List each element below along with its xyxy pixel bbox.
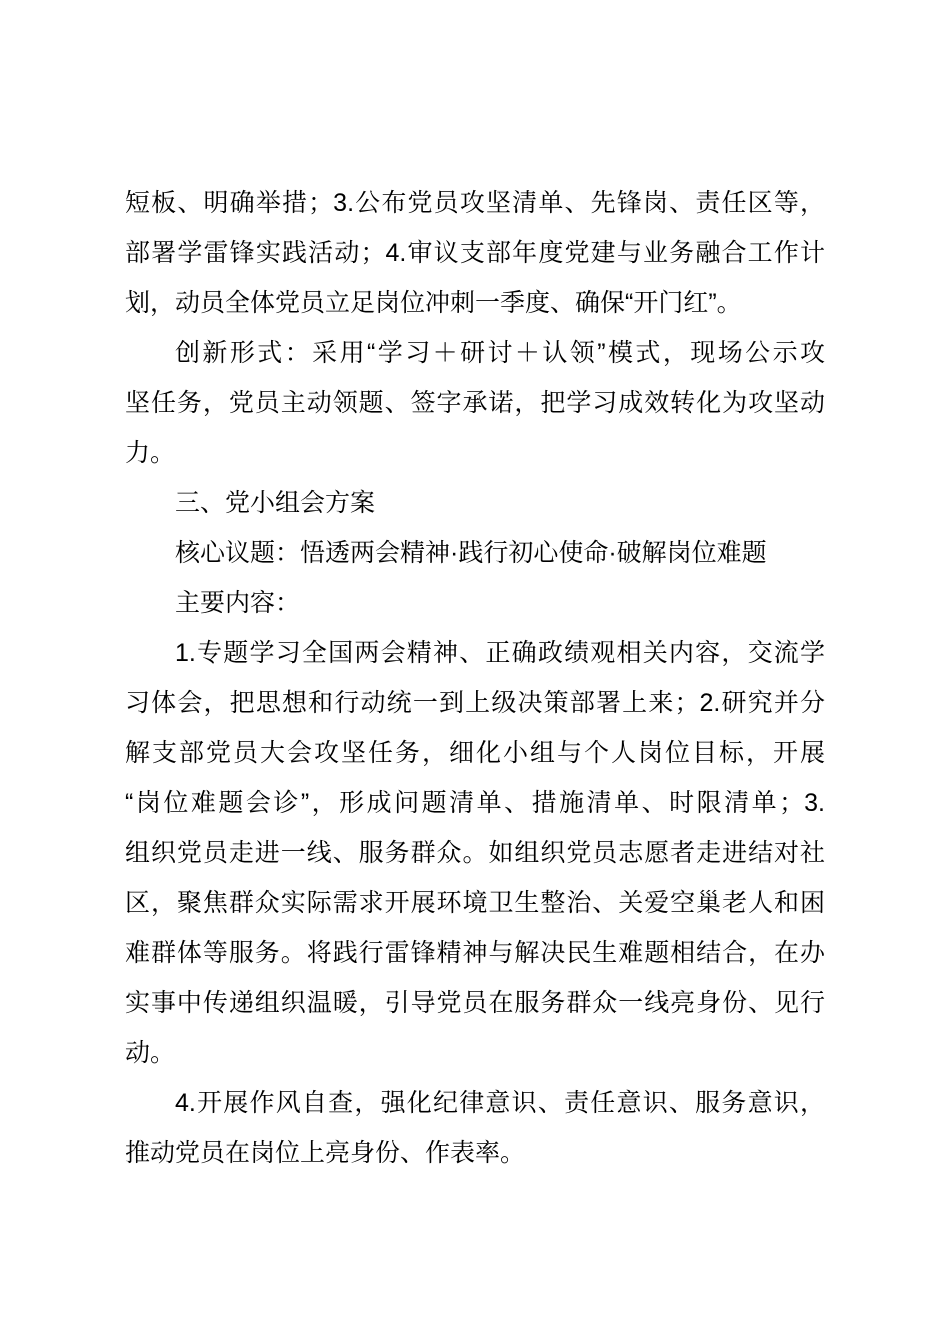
text-line: 4.开展作风自查，强化纪律意识、责任意识、服务意识， — [175, 1089, 825, 1117]
text-line: 区，聚焦群众实际需求开展环境卫生整治、关爱空巢老人和困 — [125, 889, 825, 917]
text-line: 解支部党员大会攻坚任务，细化小组与个人岗位目标，开展 — [125, 739, 825, 767]
text-line: 三、党小组会方案 — [175, 489, 376, 517]
text-line: 部署学雷锋实践活动；4.审议支部年度党建与业务融合工作计 — [125, 239, 825, 267]
text-line: 力。 — [125, 439, 176, 467]
text-line: 难群体等服务。将践行雷锋精神与解决民生难题相结合，在办 — [125, 939, 825, 967]
document-body — [125, 178, 825, 1178]
text-line: 动。 — [125, 1039, 176, 1067]
text-line: 坚任务，党员主动领题、签字承诺，把学习成效转化为攻坚动 — [125, 389, 825, 417]
text-line: 创新形式：采用“学习＋研讨＋认领”模式，现场公示攻 — [175, 339, 825, 367]
text-line: 核心议题：悟透两会精神·践行初心使命·破解岗位难题 — [175, 539, 767, 567]
text-line: 短板、明确举措；3.公布党员攻坚清单、先锋岗、责任区等， — [125, 189, 825, 217]
text-line: 组织党员走进一线、服务群众。如组织党员志愿者走进结对社 — [125, 839, 825, 867]
text-line: 实事中传递组织温暖，引导党员在服务群众一线亮身份、见行 — [125, 989, 825, 1017]
text-line: 推动党员在岗位上亮身份、作表率。 — [125, 1139, 526, 1167]
text-line: 习体会，把思想和行动统一到上级决策部署上来；2.研究并分 — [125, 689, 825, 717]
text-line: 主要内容： — [175, 589, 301, 617]
text-line: 1.专题学习全国两会精神、正确政绩观相关内容，交流学 — [175, 639, 825, 667]
text-line: 划，动员全体党员立足岗位冲刺一季度、确保“开门红”。 — [125, 289, 742, 317]
text-line: “岗位难题会诊”，形成问题清单、措施清单、时限清单；3. — [125, 789, 825, 817]
